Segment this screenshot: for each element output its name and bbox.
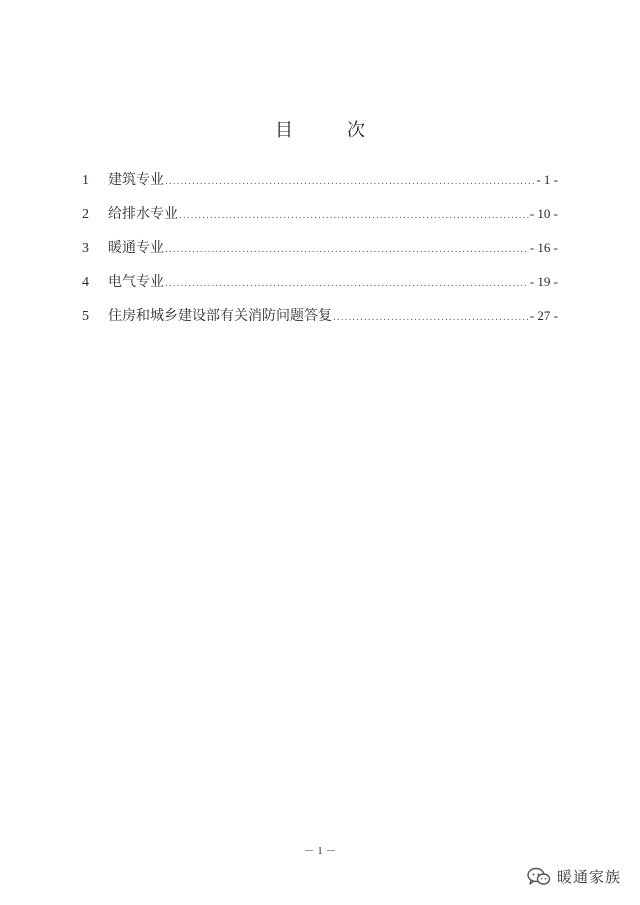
toc-leader-dots	[165, 240, 529, 260]
page-number: － 1 －	[303, 845, 337, 857]
toc-entry-number: 1	[82, 173, 89, 188]
toc-entry-page: - 27 -	[529, 308, 558, 323]
watermark-text: 暖通家族	[557, 868, 622, 886]
toc-entry-3[interactable]	[82, 238, 558, 272]
toc-entry-number: 4	[82, 275, 89, 290]
toc-entry-label: 暖通专业	[108, 240, 164, 256]
toc-entry-label: 住房和城乡建设部有关消防问题答复	[108, 308, 332, 324]
toc-entry-number: 3	[82, 241, 89, 256]
toc-entry-label: 电气专业	[108, 274, 164, 290]
toc-entry-number: 2	[82, 207, 89, 222]
toc-entry-label: 建筑专业	[108, 172, 164, 188]
toc-entry-page: - 19 -	[529, 274, 558, 289]
toc-leader-dots	[179, 206, 529, 226]
toc-entry-page: - 1 -	[536, 172, 558, 187]
toc-leader-dots	[333, 308, 529, 328]
toc-entry-page: - 16 -	[529, 240, 558, 255]
toc-entry-1[interactable]	[82, 170, 558, 204]
toc-entry-5[interactable]	[82, 306, 558, 340]
watermark	[527, 866, 621, 887]
toc-leader-dots	[165, 172, 535, 192]
toc-entry-label: 给排水专业	[108, 206, 178, 222]
toc-list	[82, 170, 558, 340]
toc-entry-page: - 10 -	[529, 206, 558, 221]
toc-leader-dots	[165, 274, 529, 294]
toc-title: 目 次	[275, 120, 383, 141]
toc-entry-4[interactable]	[82, 272, 558, 306]
toc-entry-2[interactable]	[82, 204, 558, 238]
toc-entry-number: 5	[82, 309, 89, 324]
wechat-icon	[527, 867, 551, 887]
